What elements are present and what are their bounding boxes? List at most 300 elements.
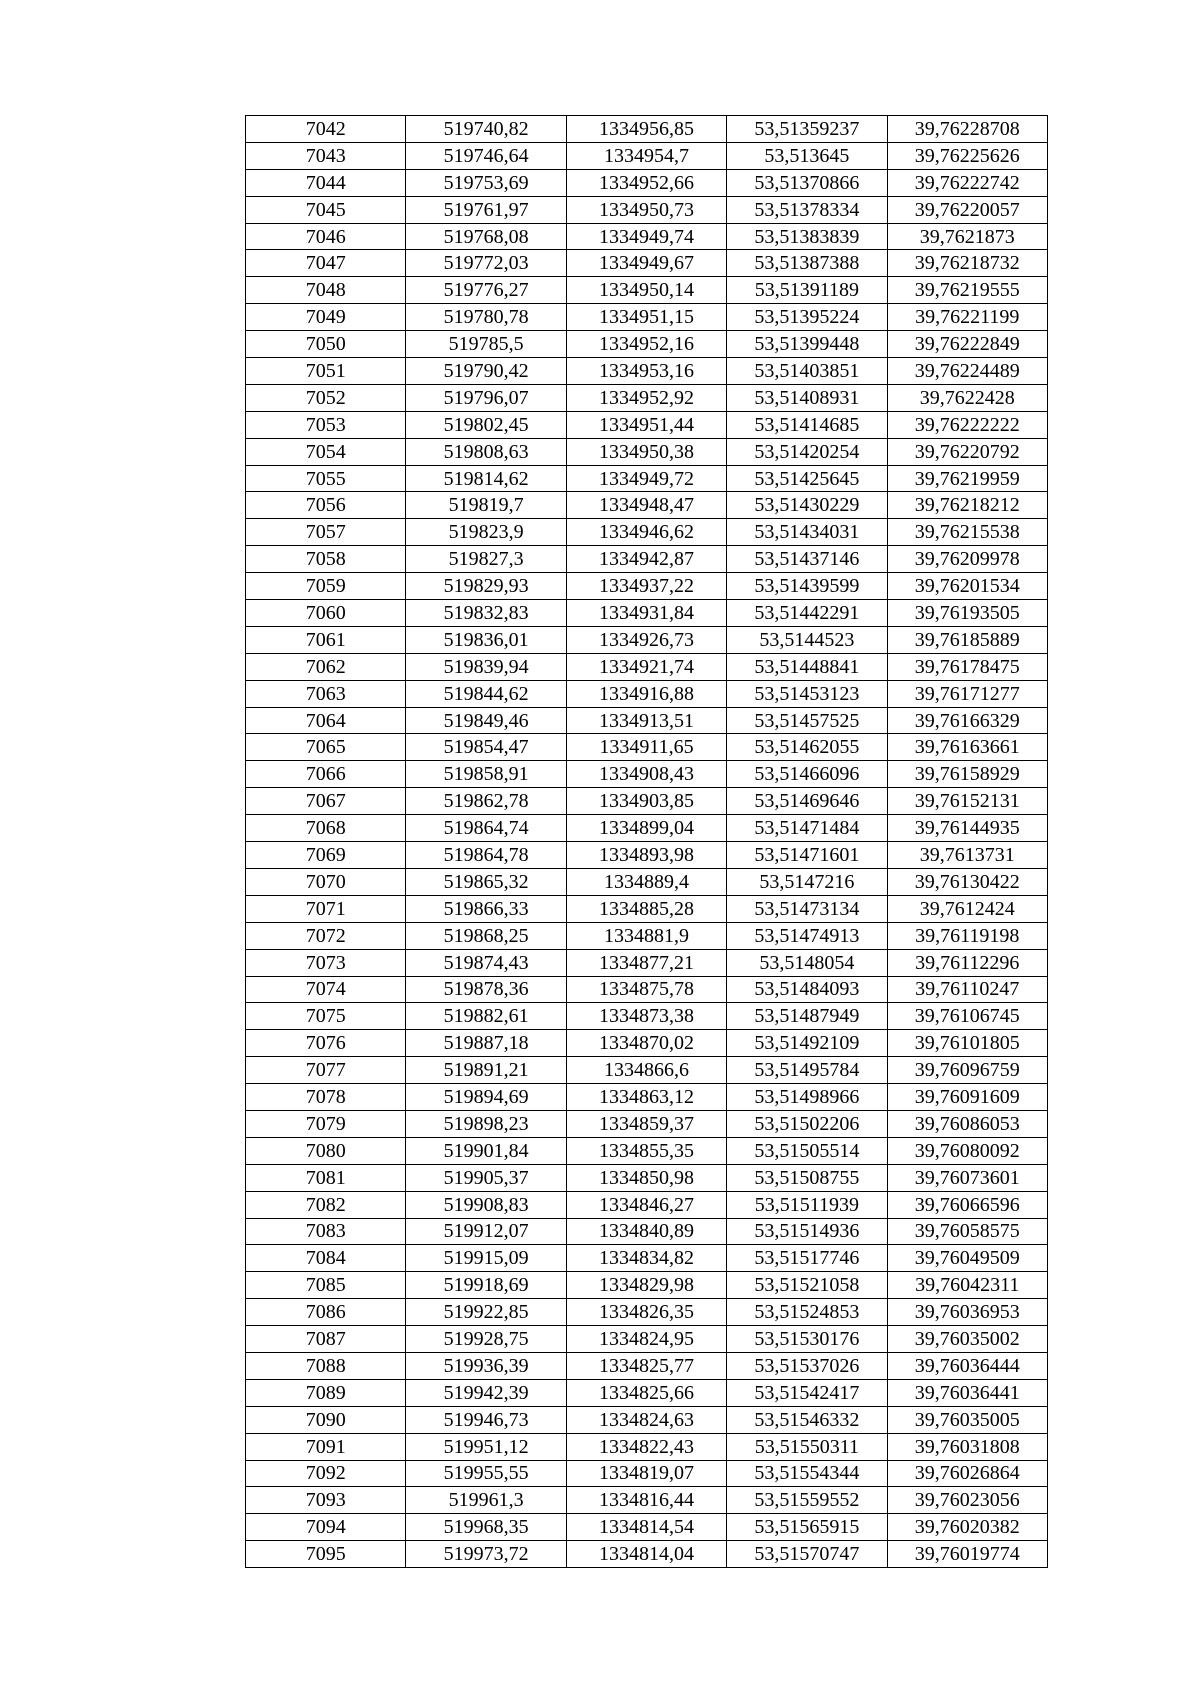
table-row (246, 1110, 1048, 1137)
x-coordinate-cell: 519836,01 (406, 626, 566, 653)
x-coordinate-cell: 519823,9 (406, 519, 566, 546)
y-coordinate-cell: 1334951,44 (566, 411, 726, 438)
x-coordinate-cell: 519858,91 (406, 761, 566, 788)
point-number-cell: 7093 (246, 1487, 406, 1514)
table-row (246, 922, 1048, 949)
table-row (246, 1272, 1048, 1299)
x-coordinate-cell: 519866,33 (406, 895, 566, 922)
longitude-cell: 39,7612424 (887, 895, 1047, 922)
coordinates-table-body (246, 116, 1048, 1568)
table-row (246, 411, 1048, 438)
x-coordinate-cell: 519868,25 (406, 922, 566, 949)
x-coordinate-cell: 519928,75 (406, 1326, 566, 1353)
point-number-cell: 7088 (246, 1352, 406, 1379)
x-coordinate-cell: 519790,42 (406, 358, 566, 385)
y-coordinate-cell: 1334881,9 (566, 922, 726, 949)
point-number-cell: 7064 (246, 707, 406, 734)
latitude-cell: 53,51492109 (727, 1030, 887, 1057)
table-row (246, 1352, 1048, 1379)
y-coordinate-cell: 1334877,21 (566, 949, 726, 976)
y-coordinate-cell: 1334916,88 (566, 680, 726, 707)
y-coordinate-cell: 1334889,4 (566, 868, 726, 895)
latitude-cell: 53,51495784 (727, 1057, 887, 1084)
point-number-cell: 7052 (246, 384, 406, 411)
x-coordinate-cell: 519878,36 (406, 976, 566, 1003)
table-row (246, 358, 1048, 385)
latitude-cell: 53,51565915 (727, 1514, 887, 1541)
latitude-cell: 53,51502206 (727, 1110, 887, 1137)
table-row (246, 1406, 1048, 1433)
table-row (246, 546, 1048, 573)
longitude-cell: 39,76220057 (887, 196, 1047, 223)
latitude-cell: 53,51511939 (727, 1191, 887, 1218)
longitude-cell: 39,76101805 (887, 1030, 1047, 1057)
longitude-cell: 39,76096759 (887, 1057, 1047, 1084)
table-row (246, 304, 1048, 331)
x-coordinate-cell: 519832,83 (406, 600, 566, 627)
y-coordinate-cell: 1334870,02 (566, 1030, 726, 1057)
table-row (246, 680, 1048, 707)
longitude-cell: 39,76035005 (887, 1406, 1047, 1433)
x-coordinate-cell: 519915,09 (406, 1245, 566, 1272)
latitude-cell: 53,51462055 (727, 734, 887, 761)
x-coordinate-cell: 519827,3 (406, 546, 566, 573)
longitude-cell: 39,76036953 (887, 1299, 1047, 1326)
table-row (246, 1030, 1048, 1057)
longitude-cell: 39,76130422 (887, 868, 1047, 895)
latitude-cell: 53,51570747 (727, 1541, 887, 1568)
longitude-cell: 39,76222849 (887, 331, 1047, 358)
point-number-cell: 7059 (246, 573, 406, 600)
latitude-cell: 53,51508755 (727, 1164, 887, 1191)
point-number-cell: 7046 (246, 223, 406, 250)
latitude-cell: 53,51484093 (727, 976, 887, 1003)
longitude-cell: 39,76023056 (887, 1487, 1047, 1514)
latitude-cell: 53,51505514 (727, 1137, 887, 1164)
y-coordinate-cell: 1334952,16 (566, 331, 726, 358)
longitude-cell: 39,7622428 (887, 384, 1047, 411)
latitude-cell: 53,5148054 (727, 949, 887, 976)
longitude-cell: 39,76171277 (887, 680, 1047, 707)
latitude-cell: 53,5147216 (727, 868, 887, 895)
y-coordinate-cell: 1334926,73 (566, 626, 726, 653)
y-coordinate-cell: 1334816,44 (566, 1487, 726, 1514)
point-number-cell: 7090 (246, 1406, 406, 1433)
x-coordinate-cell: 519908,83 (406, 1191, 566, 1218)
x-coordinate-cell: 519802,45 (406, 411, 566, 438)
longitude-cell: 39,76073601 (887, 1164, 1047, 1191)
y-coordinate-cell: 1334834,82 (566, 1245, 726, 1272)
table-row (246, 761, 1048, 788)
table-row (246, 868, 1048, 895)
latitude-cell: 53,51546332 (727, 1406, 887, 1433)
y-coordinate-cell: 1334873,38 (566, 1003, 726, 1030)
latitude-cell: 53,51399448 (727, 331, 887, 358)
longitude-cell: 39,76163661 (887, 734, 1047, 761)
longitude-cell: 39,76158929 (887, 761, 1047, 788)
y-coordinate-cell: 1334826,35 (566, 1299, 726, 1326)
point-number-cell: 7047 (246, 250, 406, 277)
longitude-cell: 39,76144935 (887, 815, 1047, 842)
latitude-cell: 53,51542417 (727, 1379, 887, 1406)
longitude-cell: 39,76219959 (887, 465, 1047, 492)
y-coordinate-cell: 1334956,85 (566, 116, 726, 143)
point-number-cell: 7073 (246, 949, 406, 976)
y-coordinate-cell: 1334903,85 (566, 788, 726, 815)
y-coordinate-cell: 1334946,62 (566, 519, 726, 546)
x-coordinate-cell: 519819,7 (406, 492, 566, 519)
x-coordinate-cell: 519864,78 (406, 842, 566, 869)
x-coordinate-cell: 519918,69 (406, 1272, 566, 1299)
point-number-cell: 7060 (246, 600, 406, 627)
longitude-cell: 39,76221199 (887, 304, 1047, 331)
y-coordinate-cell: 1334840,89 (566, 1218, 726, 1245)
longitude-cell: 39,76218732 (887, 250, 1047, 277)
x-coordinate-cell: 519814,62 (406, 465, 566, 492)
point-number-cell: 7095 (246, 1541, 406, 1568)
y-coordinate-cell: 1334954,7 (566, 142, 726, 169)
longitude-cell: 39,76019774 (887, 1541, 1047, 1568)
latitude-cell: 53,51559552 (727, 1487, 887, 1514)
longitude-cell: 39,76049509 (887, 1245, 1047, 1272)
point-number-cell: 7084 (246, 1245, 406, 1272)
point-number-cell: 7071 (246, 895, 406, 922)
point-number-cell: 7042 (246, 116, 406, 143)
longitude-cell: 39,76020382 (887, 1514, 1047, 1541)
table-row (246, 1003, 1048, 1030)
table-row (246, 815, 1048, 842)
table-row (246, 250, 1048, 277)
longitude-cell: 39,76220792 (887, 438, 1047, 465)
latitude-cell: 53,51521058 (727, 1272, 887, 1299)
point-number-cell: 7049 (246, 304, 406, 331)
table-row (246, 1191, 1048, 1218)
table-row (246, 707, 1048, 734)
x-coordinate-cell: 519740,82 (406, 116, 566, 143)
x-coordinate-cell: 519808,63 (406, 438, 566, 465)
x-coordinate-cell: 519936,39 (406, 1352, 566, 1379)
x-coordinate-cell: 519905,37 (406, 1164, 566, 1191)
longitude-cell: 39,76080092 (887, 1137, 1047, 1164)
longitude-cell: 39,7613731 (887, 842, 1047, 869)
longitude-cell: 39,76215538 (887, 519, 1047, 546)
point-number-cell: 7092 (246, 1460, 406, 1487)
point-number-cell: 7081 (246, 1164, 406, 1191)
point-number-cell: 7067 (246, 788, 406, 815)
latitude-cell: 53,51442291 (727, 600, 887, 627)
point-number-cell: 7062 (246, 653, 406, 680)
longitude-cell: 39,76201534 (887, 573, 1047, 600)
point-number-cell: 7087 (246, 1326, 406, 1353)
longitude-cell: 39,76106745 (887, 1003, 1047, 1030)
point-number-cell: 7053 (246, 411, 406, 438)
y-coordinate-cell: 1334819,07 (566, 1460, 726, 1487)
point-number-cell: 7082 (246, 1191, 406, 1218)
point-number-cell: 7066 (246, 761, 406, 788)
longitude-cell: 39,76058575 (887, 1218, 1047, 1245)
y-coordinate-cell: 1334913,51 (566, 707, 726, 734)
longitude-cell: 39,76119198 (887, 922, 1047, 949)
x-coordinate-cell: 519961,3 (406, 1487, 566, 1514)
y-coordinate-cell: 1334950,73 (566, 196, 726, 223)
latitude-cell: 53,51420254 (727, 438, 887, 465)
longitude-cell: 39,76178475 (887, 653, 1047, 680)
longitude-cell: 39,76225626 (887, 142, 1047, 169)
x-coordinate-cell: 519854,47 (406, 734, 566, 761)
table-row (246, 976, 1048, 1003)
x-coordinate-cell: 519898,23 (406, 1110, 566, 1137)
x-coordinate-cell: 519753,69 (406, 169, 566, 196)
latitude-cell: 53,5144523 (727, 626, 887, 653)
latitude-cell: 53,51448841 (727, 653, 887, 680)
table-row (246, 438, 1048, 465)
point-number-cell: 7069 (246, 842, 406, 869)
latitude-cell: 53,51469646 (727, 788, 887, 815)
latitude-cell: 53,51408931 (727, 384, 887, 411)
longitude-cell: 39,76228708 (887, 116, 1047, 143)
point-number-cell: 7054 (246, 438, 406, 465)
table-row (246, 573, 1048, 600)
coordinates-table (245, 115, 1048, 1568)
table-row (246, 223, 1048, 250)
y-coordinate-cell: 1334948,47 (566, 492, 726, 519)
y-coordinate-cell: 1334814,04 (566, 1541, 726, 1568)
y-coordinate-cell: 1334866,6 (566, 1057, 726, 1084)
y-coordinate-cell: 1334885,28 (566, 895, 726, 922)
latitude-cell: 53,51466096 (727, 761, 887, 788)
latitude-cell: 53,51554344 (727, 1460, 887, 1487)
latitude-cell: 53,51370866 (727, 169, 887, 196)
longitude-cell: 39,76152131 (887, 788, 1047, 815)
point-number-cell: 7044 (246, 169, 406, 196)
latitude-cell: 53,51439599 (727, 573, 887, 600)
table-row (246, 1541, 1048, 1568)
longitude-cell: 39,76091609 (887, 1084, 1047, 1111)
longitude-cell: 39,76026864 (887, 1460, 1047, 1487)
latitude-cell: 53,51383839 (727, 223, 887, 250)
y-coordinate-cell: 1334893,98 (566, 842, 726, 869)
point-number-cell: 7091 (246, 1433, 406, 1460)
x-coordinate-cell: 519768,08 (406, 223, 566, 250)
table-row (246, 895, 1048, 922)
longitude-cell: 39,76185889 (887, 626, 1047, 653)
table-row (246, 1057, 1048, 1084)
latitude-cell: 53,51487949 (727, 1003, 887, 1030)
table-row (246, 734, 1048, 761)
latitude-cell: 53,51514936 (727, 1218, 887, 1245)
point-number-cell: 7055 (246, 465, 406, 492)
table-row (246, 142, 1048, 169)
table-row (246, 1084, 1048, 1111)
longitude-cell: 39,76036444 (887, 1352, 1047, 1379)
table-row (246, 1433, 1048, 1460)
longitude-cell: 39,76224489 (887, 358, 1047, 385)
longitude-cell: 39,76166329 (887, 707, 1047, 734)
point-number-cell: 7058 (246, 546, 406, 573)
point-number-cell: 7083 (246, 1218, 406, 1245)
table-row (246, 1164, 1048, 1191)
y-coordinate-cell: 1334931,84 (566, 600, 726, 627)
table-row (246, 1487, 1048, 1514)
latitude-cell: 53,51530176 (727, 1326, 887, 1353)
table-row (246, 788, 1048, 815)
x-coordinate-cell: 519968,35 (406, 1514, 566, 1541)
longitude-cell: 39,76110247 (887, 976, 1047, 1003)
x-coordinate-cell: 519865,32 (406, 868, 566, 895)
y-coordinate-cell: 1334899,04 (566, 815, 726, 842)
point-number-cell: 7078 (246, 1084, 406, 1111)
table-row (246, 1299, 1048, 1326)
x-coordinate-cell: 519942,39 (406, 1379, 566, 1406)
y-coordinate-cell: 1334949,67 (566, 250, 726, 277)
table-row (246, 1137, 1048, 1164)
y-coordinate-cell: 1334953,16 (566, 358, 726, 385)
point-number-cell: 7048 (246, 277, 406, 304)
latitude-cell: 53,51471484 (727, 815, 887, 842)
longitude-cell: 39,76219555 (887, 277, 1047, 304)
table-row (246, 492, 1048, 519)
x-coordinate-cell: 519882,61 (406, 1003, 566, 1030)
x-coordinate-cell: 519912,07 (406, 1218, 566, 1245)
latitude-cell: 53,51378334 (727, 196, 887, 223)
y-coordinate-cell: 1334937,22 (566, 573, 726, 600)
latitude-cell: 53,51391189 (727, 277, 887, 304)
longitude-cell: 39,76042311 (887, 1272, 1047, 1299)
latitude-cell: 53,51403851 (727, 358, 887, 385)
point-number-cell: 7057 (246, 519, 406, 546)
table-row (246, 1218, 1048, 1245)
table-row (246, 949, 1048, 976)
y-coordinate-cell: 1334825,77 (566, 1352, 726, 1379)
longitude-cell: 39,76193505 (887, 600, 1047, 627)
point-number-cell: 7050 (246, 331, 406, 358)
x-coordinate-cell: 519780,78 (406, 304, 566, 331)
y-coordinate-cell: 1334850,98 (566, 1164, 726, 1191)
latitude-cell: 53,51473134 (727, 895, 887, 922)
latitude-cell: 53,51537026 (727, 1352, 887, 1379)
latitude-cell: 53,51517746 (727, 1245, 887, 1272)
table-row (246, 277, 1048, 304)
x-coordinate-cell: 519746,64 (406, 142, 566, 169)
point-number-cell: 7094 (246, 1514, 406, 1541)
point-number-cell: 7063 (246, 680, 406, 707)
y-coordinate-cell: 1334846,27 (566, 1191, 726, 1218)
longitude-cell: 39,76066596 (887, 1191, 1047, 1218)
y-coordinate-cell: 1334921,74 (566, 653, 726, 680)
point-number-cell: 7080 (246, 1137, 406, 1164)
table-row (246, 1245, 1048, 1272)
x-coordinate-cell: 519973,72 (406, 1541, 566, 1568)
point-number-cell: 7045 (246, 196, 406, 223)
x-coordinate-cell: 519796,07 (406, 384, 566, 411)
y-coordinate-cell: 1334949,74 (566, 223, 726, 250)
y-coordinate-cell: 1334822,43 (566, 1433, 726, 1460)
x-coordinate-cell: 519864,74 (406, 815, 566, 842)
latitude-cell: 53,51437146 (727, 546, 887, 573)
point-number-cell: 7068 (246, 815, 406, 842)
x-coordinate-cell: 519874,43 (406, 949, 566, 976)
x-coordinate-cell: 519829,93 (406, 573, 566, 600)
y-coordinate-cell: 1334911,65 (566, 734, 726, 761)
latitude-cell: 53,51524853 (727, 1299, 887, 1326)
x-coordinate-cell: 519849,46 (406, 707, 566, 734)
latitude-cell: 53,51453123 (727, 680, 887, 707)
longitude-cell: 39,76209978 (887, 546, 1047, 573)
y-coordinate-cell: 1334950,14 (566, 277, 726, 304)
x-coordinate-cell: 519839,94 (406, 653, 566, 680)
point-number-cell: 7072 (246, 922, 406, 949)
x-coordinate-cell: 519862,78 (406, 788, 566, 815)
table-row (246, 653, 1048, 680)
point-number-cell: 7056 (246, 492, 406, 519)
table-row (246, 116, 1048, 143)
latitude-cell: 53,513645 (727, 142, 887, 169)
table-row (246, 1460, 1048, 1487)
x-coordinate-cell: 519894,69 (406, 1084, 566, 1111)
point-number-cell: 7051 (246, 358, 406, 385)
longitude-cell: 39,76031808 (887, 1433, 1047, 1460)
x-coordinate-cell: 519955,55 (406, 1460, 566, 1487)
longitude-cell: 39,76036441 (887, 1379, 1047, 1406)
y-coordinate-cell: 1334952,66 (566, 169, 726, 196)
longitude-cell: 39,7621873 (887, 223, 1047, 250)
point-number-cell: 7043 (246, 142, 406, 169)
point-number-cell: 7070 (246, 868, 406, 895)
table-row (246, 465, 1048, 492)
table-row (246, 600, 1048, 627)
point-number-cell: 7085 (246, 1272, 406, 1299)
table-row (246, 384, 1048, 411)
latitude-cell: 53,51430229 (727, 492, 887, 519)
longitude-cell: 39,76112296 (887, 949, 1047, 976)
table-row (246, 196, 1048, 223)
table-row (246, 1379, 1048, 1406)
point-number-cell: 7077 (246, 1057, 406, 1084)
x-coordinate-cell: 519844,62 (406, 680, 566, 707)
table-row (246, 331, 1048, 358)
y-coordinate-cell: 1334825,66 (566, 1379, 726, 1406)
y-coordinate-cell: 1334814,54 (566, 1514, 726, 1541)
table-row (246, 519, 1048, 546)
longitude-cell: 39,76086053 (887, 1110, 1047, 1137)
point-number-cell: 7074 (246, 976, 406, 1003)
y-coordinate-cell: 1334952,92 (566, 384, 726, 411)
y-coordinate-cell: 1334824,63 (566, 1406, 726, 1433)
y-coordinate-cell: 1334863,12 (566, 1084, 726, 1111)
y-coordinate-cell: 1334949,72 (566, 465, 726, 492)
table-row (246, 169, 1048, 196)
y-coordinate-cell: 1334875,78 (566, 976, 726, 1003)
latitude-cell: 53,51414685 (727, 411, 887, 438)
longitude-cell: 39,76222742 (887, 169, 1047, 196)
latitude-cell: 53,51387388 (727, 250, 887, 277)
point-number-cell: 7065 (246, 734, 406, 761)
x-coordinate-cell: 519761,97 (406, 196, 566, 223)
latitude-cell: 53,51498966 (727, 1084, 887, 1111)
point-number-cell: 7086 (246, 1299, 406, 1326)
x-coordinate-cell: 519887,18 (406, 1030, 566, 1057)
longitude-cell: 39,76035002 (887, 1326, 1047, 1353)
x-coordinate-cell: 519776,27 (406, 277, 566, 304)
table-row (246, 626, 1048, 653)
latitude-cell: 53,51457525 (727, 707, 887, 734)
point-number-cell: 7076 (246, 1030, 406, 1057)
table-row (246, 1514, 1048, 1541)
latitude-cell: 53,51425645 (727, 465, 887, 492)
point-number-cell: 7089 (246, 1379, 406, 1406)
y-coordinate-cell: 1334829,98 (566, 1272, 726, 1299)
x-coordinate-cell: 519772,03 (406, 250, 566, 277)
